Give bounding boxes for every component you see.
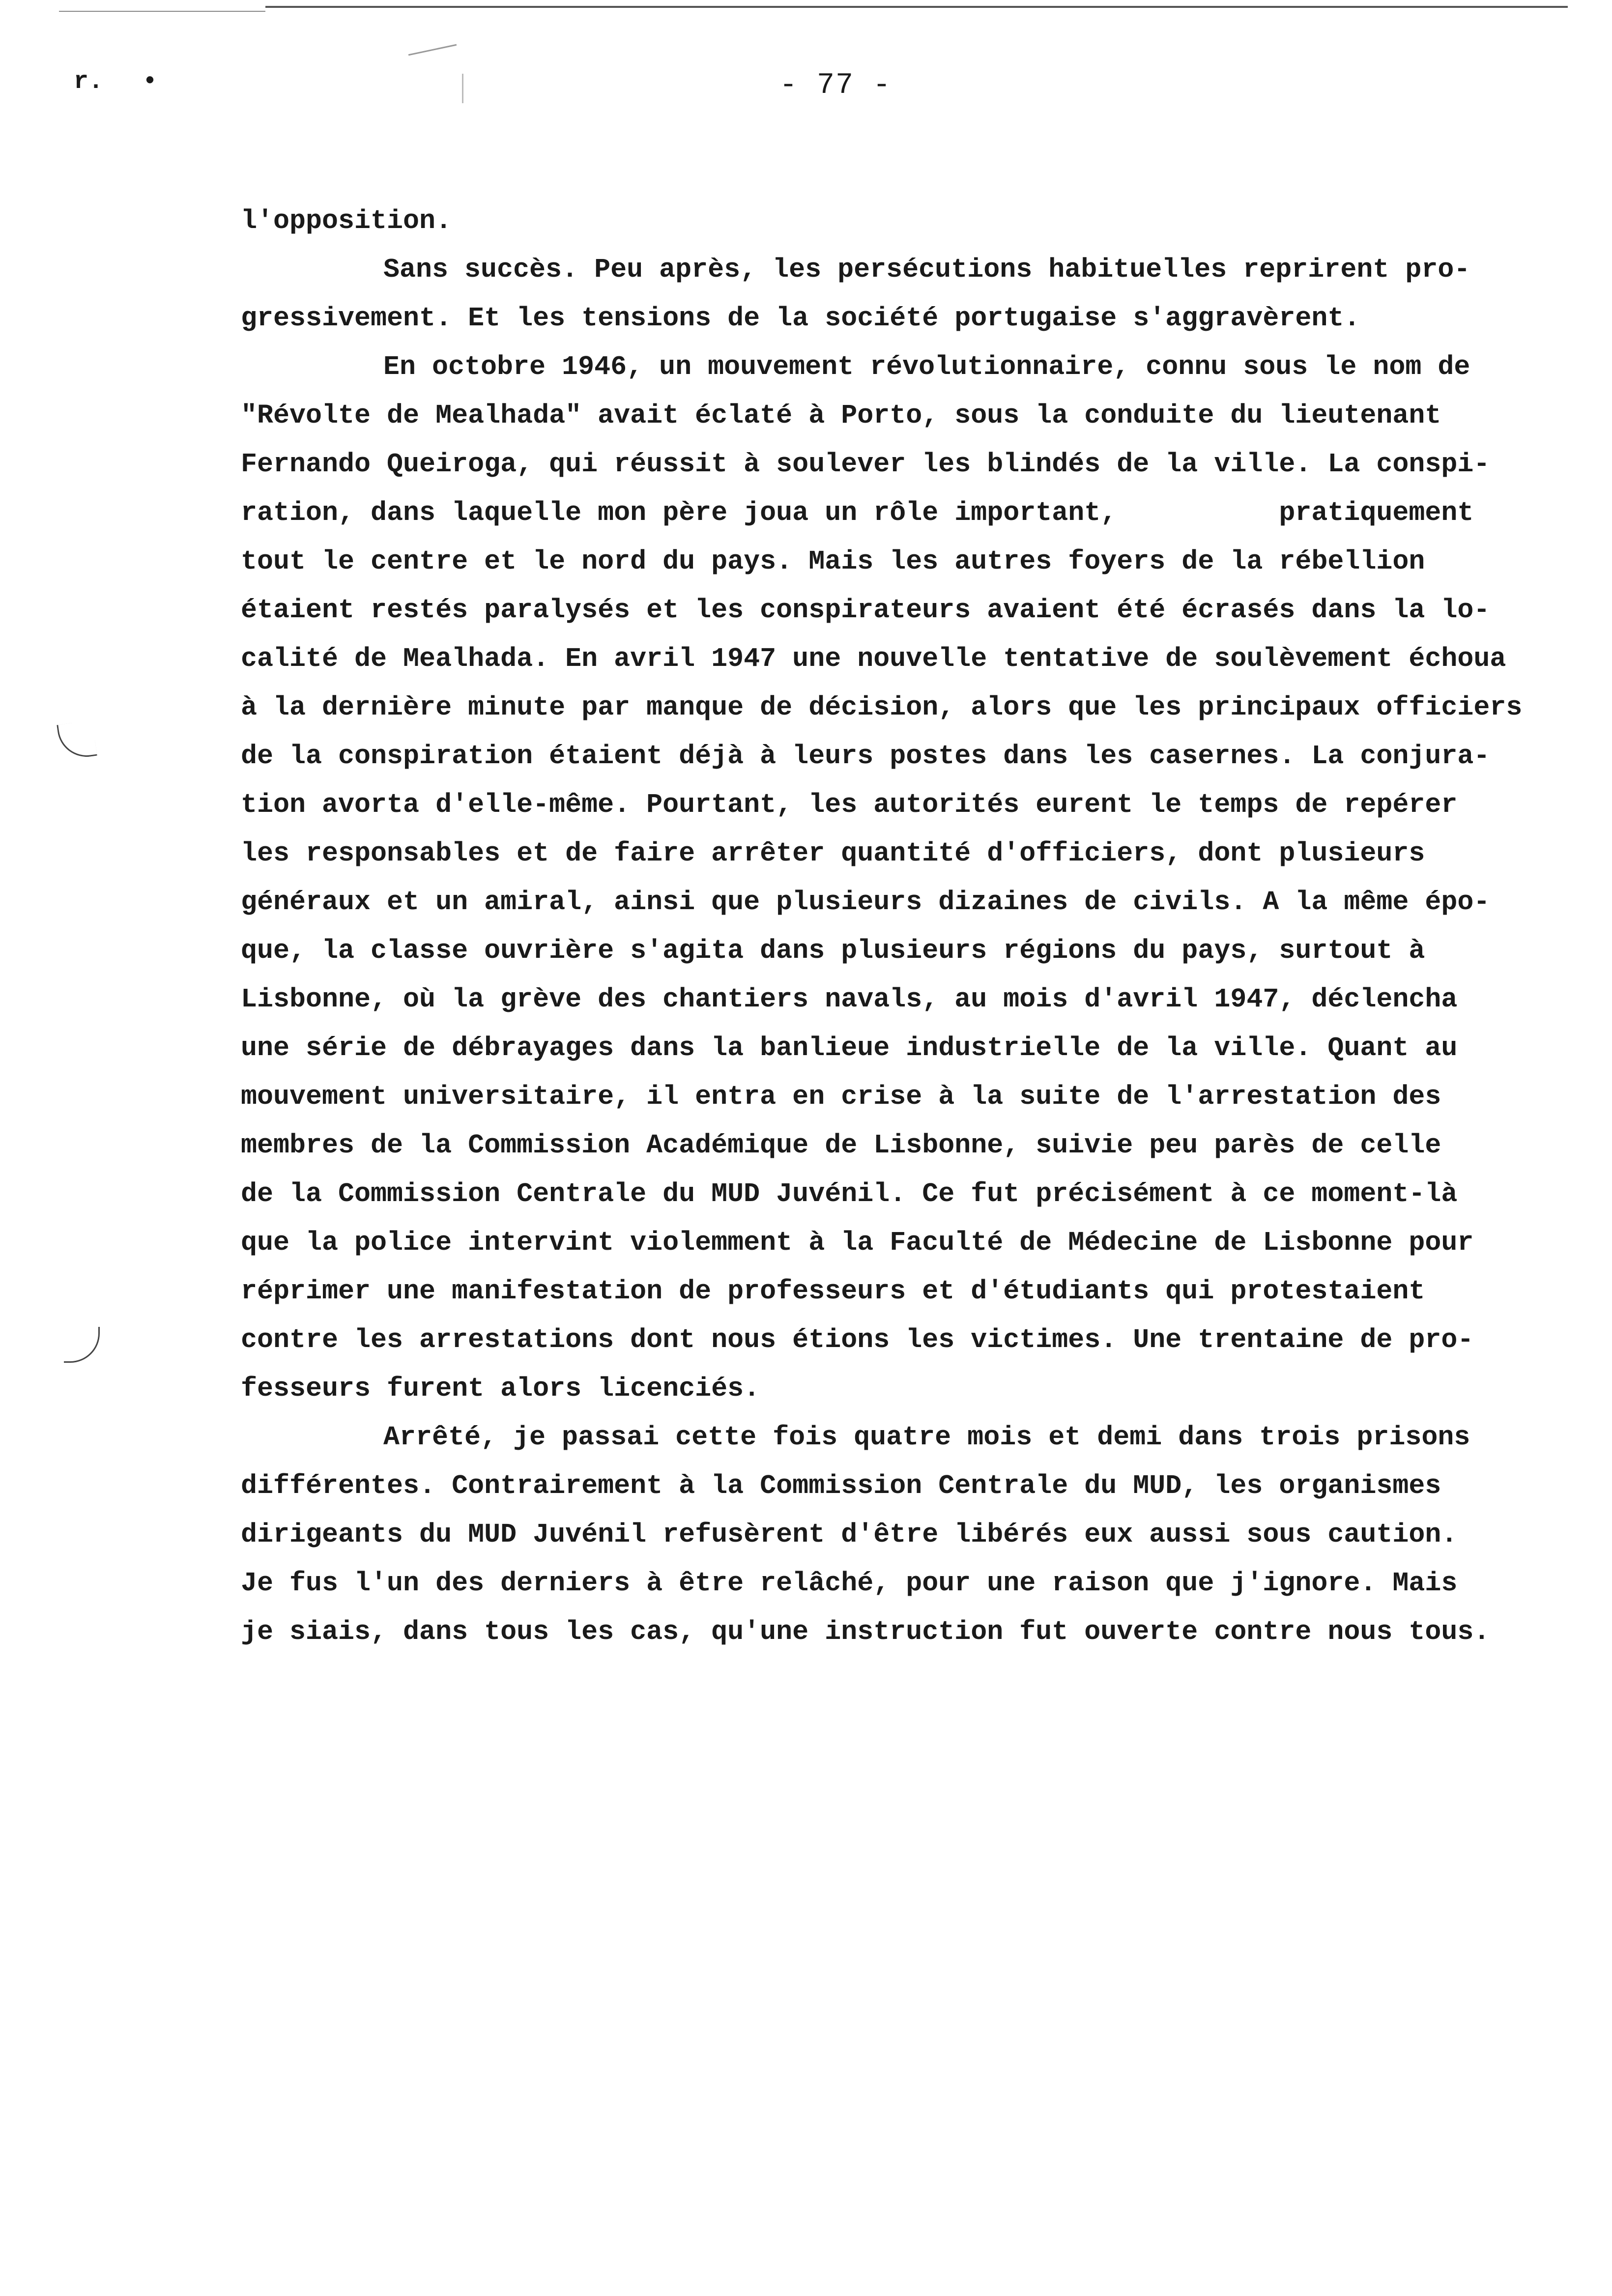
text-line: fesseurs furent alors licenciés. [241, 1373, 760, 1404]
text-line: réprimer une manifestation de professeurs et d'étudiants qui protestaient [241, 1276, 1425, 1307]
text-line: Fernando Queiroga, qui réussit à soulever les blindés de la ville. La conspi- [241, 449, 1490, 480]
margin-bracket-mark [64, 1327, 100, 1363]
text-line: dirigeants du MUD Juvénil refusèrent d'être libérés eux aussi sous caution. [241, 1519, 1458, 1550]
text-line: généraux et un amiral, ainsi que plusieurs dizaines de civils. A la même épo- [241, 887, 1490, 918]
text-line: les responsables et de faire arrêter quantité d'officiers, dont plusieurs [241, 838, 1425, 869]
text-line: calité de Mealhada. En avril 1947 une nouvelle tentative de soulèvement échoua [241, 643, 1506, 674]
text-line: En octobre 1946, un mouvement révolutionnaire, connu sous le nom de [383, 351, 1470, 382]
top-rule [265, 6, 1568, 8]
text-line: Je fus l'un des derniers à être relâché, pour une raison que j'ignore. Mais [241, 1568, 1458, 1599]
text-line: "Révolte de Mealhada" avait éclaté à Porto, sous la conduite du lieutenant [241, 400, 1441, 431]
text-line: une série de débrayages dans la banlieue industrielle de la ville. Quant au [241, 1033, 1458, 1063]
text-line: je siais, dans tous les cas, qu'une instruction fut ouverte contre nous tous. [241, 1616, 1490, 1647]
text-line: l'opposition. [241, 205, 452, 236]
corner-mark: r. [74, 68, 104, 96]
text-line: tout le centre et le nord du pays. Mais les autres foyers de la rébellion [241, 546, 1425, 577]
text-line: tion avorta d'elle-même. Pourtant, les autorités eurent le temps de repérer [241, 789, 1458, 820]
text-line: différentes. Contrairement à la Commission Centrale du MUD, les organismes [241, 1470, 1441, 1501]
text-line: membres de la Commission Académique de Lisbonne, suivie peu parès de celle [241, 1130, 1441, 1161]
text-line: Arrêté, je passai cette fois quatre mois et demi dans trois prisons [383, 1422, 1470, 1453]
text-line: que la police intervint violemment à la Faculté de Médecine de Lisbonne pour [241, 1227, 1474, 1258]
text-line: à la dernière minute par manque de décision, alors que les principaux officiers [241, 692, 1523, 723]
stray-pen-mark [408, 44, 457, 56]
text-line: contre les arrestations dont nous étions les victimes. Une trentaine de pro- [241, 1324, 1474, 1355]
body-text [241, 197, 1612, 1656]
text-line: de la Commission Centrale du MUD Juvénil. Ce fut précisément à ce moment-là [241, 1178, 1458, 1209]
stray-pen-mark-vertical [462, 74, 463, 103]
top-rule-thin [59, 11, 265, 12]
text-line: étaient restés paralysés et les conspirateurs avaient été écrasés dans la lo- [241, 595, 1490, 626]
text-line: gressivement. Et les tensions de la société portugaise s'aggravèrent. [241, 303, 1360, 334]
text-line: ration, dans laquelle mon père joua un rôle important, pratiquement [241, 497, 1474, 528]
text-line: Sans succès. Peu après, les persécutions habituelles reprirent pro- [383, 254, 1470, 285]
text-line: mouvement universitaire, il entra en crise à la suite de l'arrestation des [241, 1081, 1441, 1112]
text-line: que, la classe ouvrière s'agita dans plusieurs régions du pays, surtout à [241, 935, 1425, 966]
text-line: de la conspiration étaient déjà à leurs postes dans les casernes. La conjura- [241, 741, 1490, 772]
margin-bracket-mark [57, 720, 97, 760]
corner-mark-dot: • [143, 68, 158, 96]
text-line: Lisbonne, où la grève des chantiers navals, au mois d'avril 1947, déclencha [241, 984, 1458, 1015]
page-number: - 77 - [779, 69, 892, 102]
